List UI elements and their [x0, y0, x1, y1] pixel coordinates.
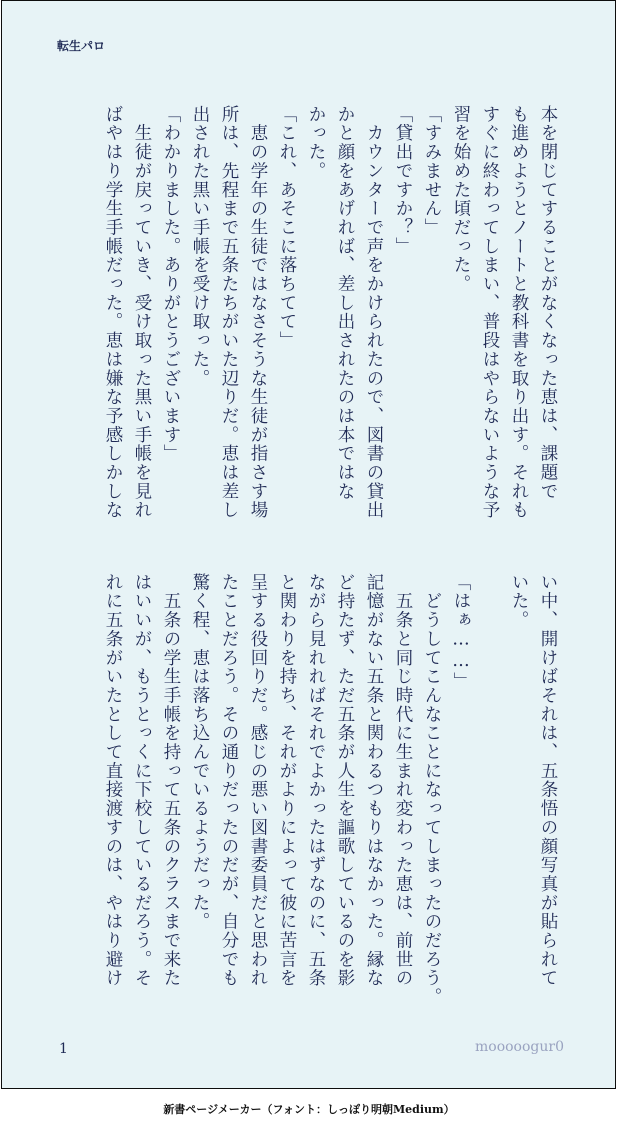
text-line: 五条の学生手帳を持って五条のクラスまで来た [161, 573, 181, 988]
text-line: ながら見れればそれでよかったはずなのに、五条 [306, 573, 326, 988]
text-line: と関わりを持ち、それがよりによって彼に苦言を [277, 573, 297, 988]
text-line: 恵の学年の生徒ではなさそうな生徒が指さす場 [248, 105, 268, 520]
text-line: も進めようとノートと教科書を取り出す。それも [509, 105, 529, 520]
text-line: 「はぁ……」 [451, 573, 471, 692]
text-line: い中、開けばそれは、五条悟の顔写真が貼られて [538, 573, 558, 988]
text-line: いた。 [509, 573, 529, 630]
text-line: すぐに終わってしまい、普段はやらないような予 [480, 105, 500, 520]
text-line: 「すみません」 [422, 105, 442, 237]
text-line: 呈する役回りだ。感じの悪い図書委員だと思われ [248, 573, 268, 988]
text-line: はいいが、もうとっくに下校しているだろう。そ [132, 573, 152, 988]
text-line: かと顔をあげれば、差し出されたのは本ではな [335, 105, 355, 501]
text-line: れに五条がいたとして直接渡すのは、やはり避け [103, 573, 123, 988]
text-line: ど持たず、ただ五条が人生を謳歌しているのを影 [335, 573, 355, 988]
text-line: 生徒が戻っていき、受け取った黒い手帳を見れ [132, 105, 152, 520]
page-header-title: 転生パロ [57, 39, 106, 53]
author-name: mooooogur0 [475, 1039, 564, 1055]
generator-credit: 新書ページメーカー（フォント：しっぽり明朝Medium） [163, 1103, 455, 1116]
blank-line [475, 573, 504, 1013]
lower-text-block [42, 573, 562, 1013]
text-line: 「貸出ですか？」 [393, 105, 413, 256]
text-line: 習を始めた頃だった。 [451, 105, 471, 294]
page-number: 1 [59, 1041, 68, 1057]
text-line: たことだろう。その通りだったのだが、自分でも [219, 573, 239, 988]
text-line: 「これ、あそこに落ちてて」 [277, 105, 297, 351]
text-line: 出された黒い手帳を受け取った。 [190, 105, 210, 388]
text-line: ばやはり学生手帳だった。恵は嫌な予感しかしな [103, 105, 123, 520]
text-line: カウンターで声をかけられたので、図書の貸出 [364, 105, 384, 520]
page-card [1, 0, 616, 1089]
upper-text-block [42, 105, 562, 525]
text-line: 記憶がない五条と関わるつもりはなかった。縁な [364, 573, 384, 988]
text-line: 本を閉じてすることがなくなった恵は、課題で [538, 105, 558, 501]
text-line: 驚く程、恵は落ち込んでいるようだった。 [190, 573, 210, 932]
text-line: どうしてこんなことになってしまったのだろう。 [422, 573, 442, 1007]
text-line: 「わかりました。ありがとうございます」 [161, 105, 181, 464]
text-line: かった。 [306, 105, 326, 181]
text-line: 五条と同じ時代に生まれ変わった恵は、前世の [393, 573, 413, 988]
text-line: 所は、先程まで五条たちがいた辺りだ。恵は差し [219, 105, 239, 520]
